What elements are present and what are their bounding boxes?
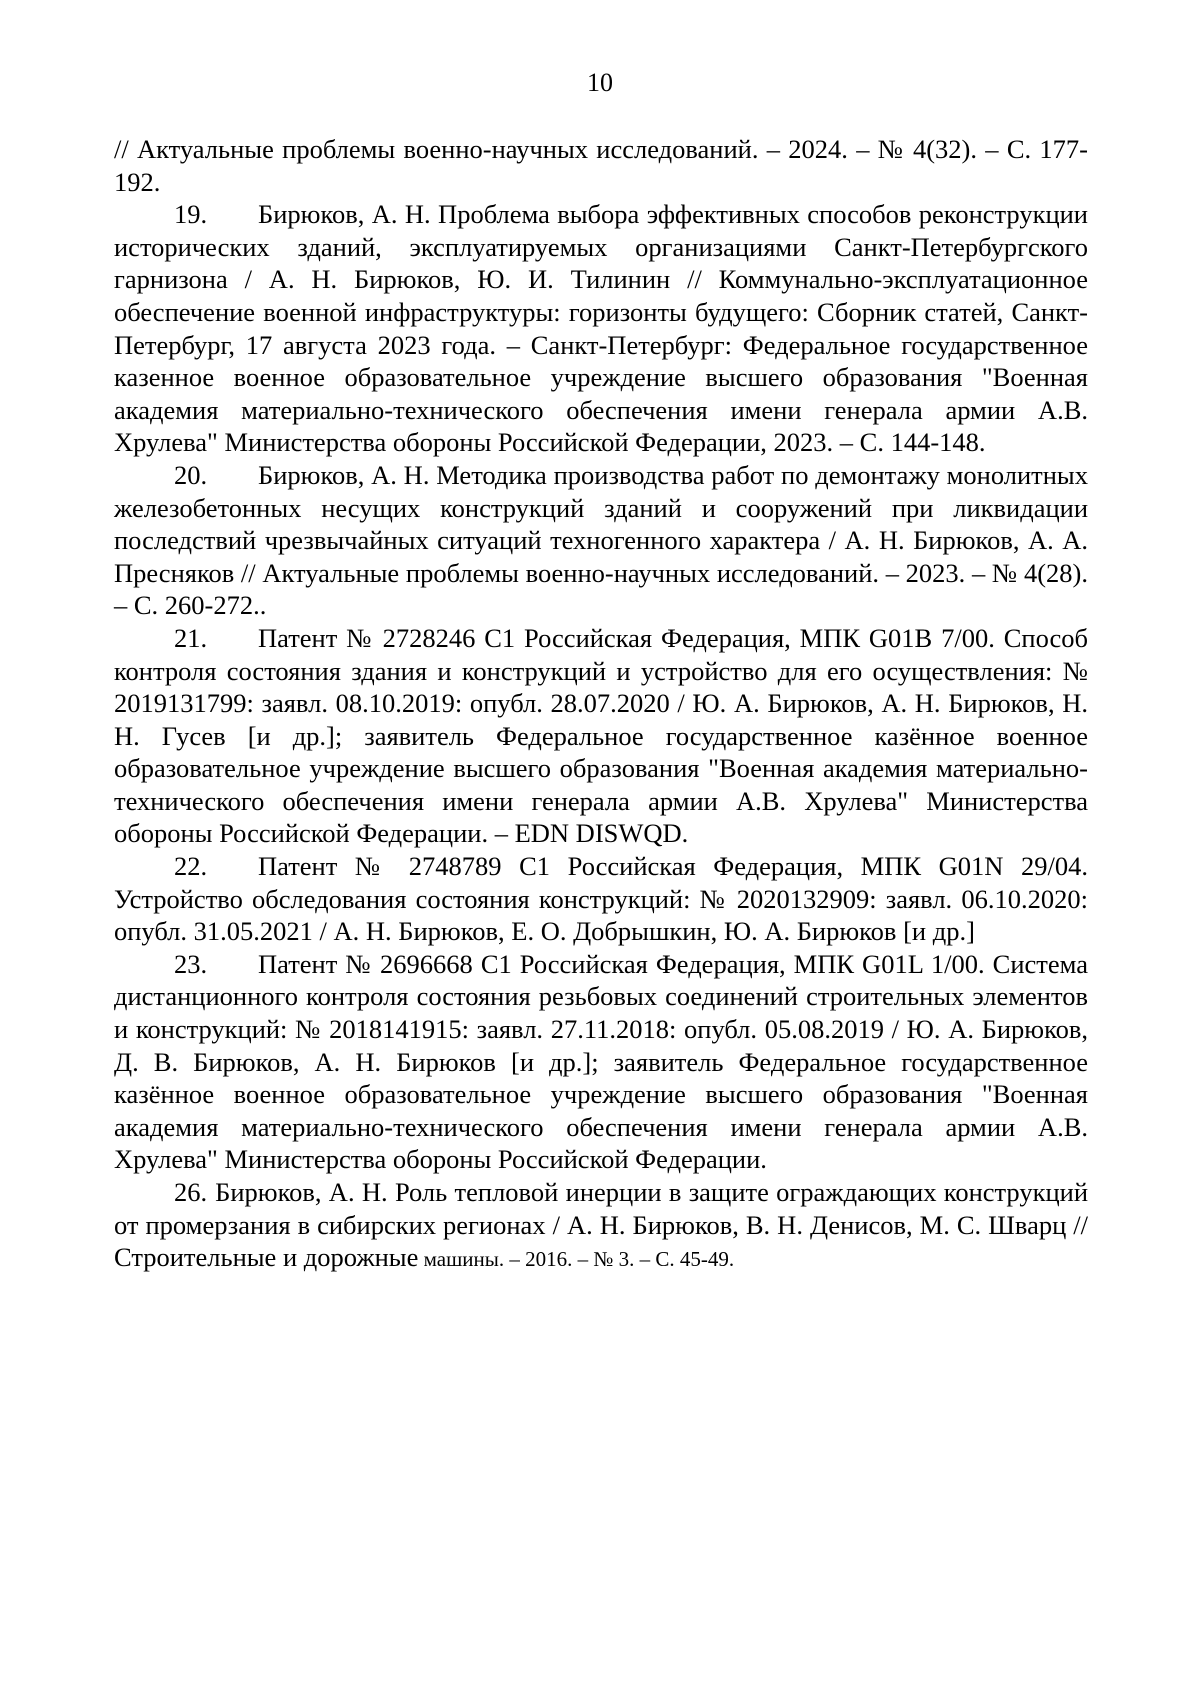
reference-item-21 (114, 622, 1088, 850)
reference-number: 22. (174, 851, 208, 882)
reference-number: 21. (174, 622, 208, 653)
reference-text: Патент № 2696668 C1 Российская Федерация, МПК G01L 1/00. Система дистанционного контроля состояния резьбовых соединений строительных элементов и конструкций: № 2018141915: заявл. 27.11.2018: опубл. 05.08.2019 / Ю. А. Бирюков, Д. В. Бирюков, А. Н. Бирюков [и др.]; заявитель Федеральное государственное казённое военное образовательное учреждение высшего образования "Военная академия материально-технического обеспечения имени генерала армии А.В. Хрулева" Министерства обороны Российской Федерации. (114, 948, 1088, 1175)
reference-item-23 (114, 948, 1088, 1176)
reference-text: // Актуальные проблемы военно-научных исследований. – 2024. – № 4(32). – С. 177-192. (114, 134, 1088, 197)
reference-text-tail: машины. – 2016. – № 3. – С. 45-49. (418, 1247, 735, 1272)
reference-text: Бирюков, А. Н. Методика производства работ по демонтажу монолитных железобетонных несущих конструкций зданий и сооружений при ликвидации последствий чрезвычайных ситуаций техногенного характера / А. Н. Бирюков, А. А. Пресняков // Актуальные проблемы военно-научных исследований. – 2023. – № 4(28). – С. 260-272.. (114, 459, 1088, 621)
reference-text: Бирюков, А. Н. Роль тепловой инерции в защите ограждающих конструкций от промерзания в сибирских регионах / А. Н. Бирюков, В. Н. Денисов, М. С. Шварц // Строительные и дорожные (114, 1177, 1088, 1273)
reference-item-20 (114, 459, 1088, 622)
reference-text: Патент № 2748789 C1 Российская Федерация, МПК G01N 29/04. Устройство обследования состояния конструкций: № 2020132909: заявл. 06.10.2020: опубл. 31.05.2021 / А. Н. Бирюков, Е. О. Добрышкин, Ю. А. Бирюков [и др.] (114, 851, 1088, 947)
reference-text: Патент № 2728246 C1 Российская Федерация, МПК G01B 7/00. Способ контроля состояния здания и конструкций и устройство для его осуществления: № 2019131799: заявл. 08.10.2019: опубл. 28.07.2020 / Ю. А. Бирюков, А. Н. Бирюков, Н. Н. Гусев [и др.]; заявитель Федеральное государственное казённое военное образовательное учреждение высшего образования "Военная академия материально-технического обеспечения имени генерала армии А.В. Хрулева" Министерства обороны Российской Федерации. – EDN DISWQD. (114, 622, 1088, 849)
page-number: 10 (587, 68, 613, 97)
reference-number: 20. (174, 459, 208, 490)
reference-item-22 (114, 850, 1088, 948)
reference-list (114, 133, 1088, 1276)
reference-continuation (114, 133, 1088, 198)
reference-number: 26. (174, 1177, 208, 1207)
reference-number: 23. (174, 948, 208, 979)
reference-item-26 (114, 1176, 1088, 1276)
reference-text: Бирюков, А. Н. Проблема выбора эффективных способов реконструкции исторических зданий, эксплуатируемых организациями Санкт-Петербургского гарнизона / А. Н. Бирюков, Ю. И. Тилинин // Коммунально-эксплуатационное обеспечение военной инфраструктуры: горизонты будущего: Сборник статей, Санкт-Петербург, 17 августа 2023 года. – Санкт-Петербург: Федеральное государственное казенное военное образовательное учреждение высшего образования "Военная академия материально-технического обеспечения имени генерала армии А.В. Хрулева" Министерства обороны Российской Федерации, 2023. – С. 144-148. (114, 199, 1088, 458)
reference-number: 19. (174, 199, 208, 230)
reference-item-19 (114, 198, 1088, 459)
